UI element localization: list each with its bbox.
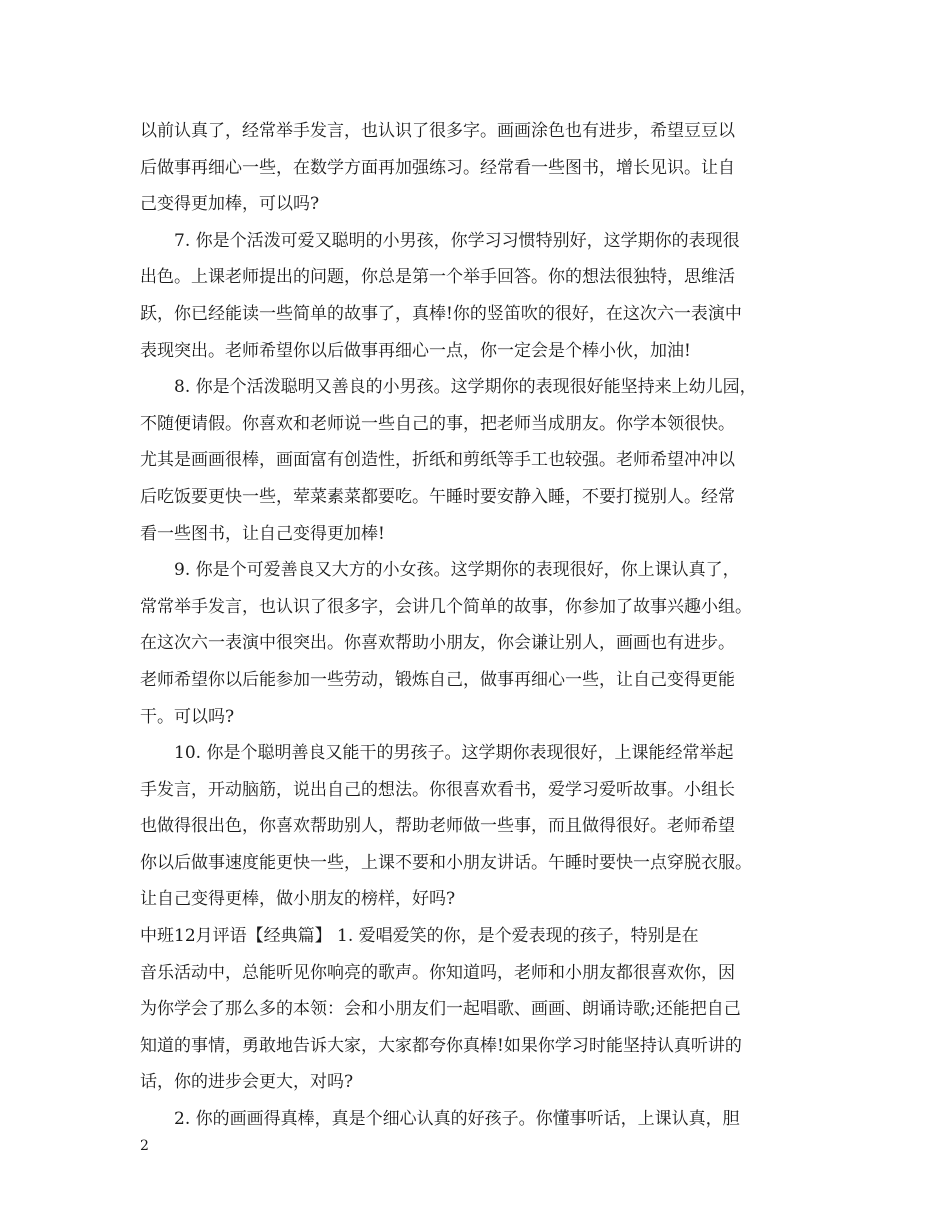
text-line: 也做得很出色，你喜欢帮助别人，帮助老师做一些事，而且做得很好。老师希望 <box>140 816 735 837</box>
text-line: 2. 你的画画得真棒，真是个细心认真的好孩子。你懂事听话，上课认真，胆 <box>174 1109 740 1130</box>
text-line: 干。可以吗? <box>140 706 235 727</box>
page-number: 2 <box>140 1138 149 1154</box>
text-line: 后吃饭要更快一些，荤菜素菜都要吃。午睡时要安静入睡，不要打搅别人。经常 <box>140 486 735 507</box>
text-line: 出色。上课老师提出的问题，你总是第一个举手回答。你的想法很独特，思维活 <box>140 267 735 288</box>
text-line: 看一些图书，让自己变得更加棒! <box>140 523 385 544</box>
text-line: 7. 你是个活泼可爱又聪明的小男孩，你学习习惯特别好，这学期你的表现很 <box>174 230 740 251</box>
text-line: 跃，你已经能读一些简单的故事了，真棒!你的竖笛吹的很好，在这次六一表演中 <box>140 303 742 324</box>
text-line: 为你学会了那么多的本领：会和小朋友们一起唱歌、画画、朗诵诗歌;还能把自己 <box>140 999 741 1020</box>
text-line: 以前认真了，经常举手发言，也认识了很多字。画画涂色也有进步，希望豆豆以 <box>140 121 735 141</box>
text-line: 手发言，开动脑筋，说出自己的想法。你很喜欢看书，爱学习爱听故事。小组长 <box>140 779 735 800</box>
text-line: 己变得更加棒，可以吗? <box>140 194 320 215</box>
text-line: 中班12月评语【经典篇】 1. 爱唱爱笑的你，是个爱表现的孩子，特别是在 <box>140 926 699 947</box>
text-line: 老师希望你以后能参加一些劳动，锻炼自己，做事再细心一些，让自己变得更能 <box>140 669 735 690</box>
text-line: 表现突出。老师希望你以后做事再细心一点，你一定会是个棒小伙，加油! <box>140 340 691 361</box>
text-line: 后做事再细心一些，在数学方面再加强练习。经常看一些图书，增长见识。让自 <box>140 157 735 178</box>
text-line: 知道的事情，勇敢地告诉大家，大家都夸你真棒!如果你学习时能坚持认真听讲的 <box>140 1035 742 1056</box>
document-body <box>140 113 820 1138</box>
text-line: 音乐活动中，总能听见你响亮的歌声。你知道吗，老师和小朋友都很喜欢你，因 <box>140 962 735 983</box>
text-line: 10. 你是个聪明善良又能干的男孩子。这学期你表现很好，上课能经常举起 <box>174 743 734 764</box>
text-line: 8. 你是个活泼聪明又善良的小男孩。这学期你的表现很好能坚持来上幼儿园， <box>174 377 757 398</box>
text-line: 你以后做事速度能更快一些，上课不要和小朋友讲话。午睡时要快一点穿脱衣服。 <box>140 852 752 873</box>
text-line: 不随便请假。你喜欢和老师说一些自己的事，把老师当成朋友。你学本领很快。 <box>140 413 735 434</box>
text-line: 9. 你是个可爱善良又大方的小女孩。这学期你的表现很好，你上课认真了， <box>174 560 740 581</box>
text-line: 话，你的进步会更大，对吗? <box>140 1072 354 1093</box>
text-line: 让自己变得更棒，做小朋友的榜样，好吗? <box>140 889 456 910</box>
text-line: 在这次六一表演中很突出。你喜欢帮助小朋友，你会谦让别人，画画也有进步。 <box>140 633 735 654</box>
text-line: 常常举手发言，也认识了很多字，会讲几个简单的故事，你参加了故事兴趣小组。 <box>140 596 752 617</box>
text-line: 尤其是画画很棒，画面富有创造性，折纸和剪纸等手工也较强。老师希望冲冲以 <box>140 450 735 471</box>
